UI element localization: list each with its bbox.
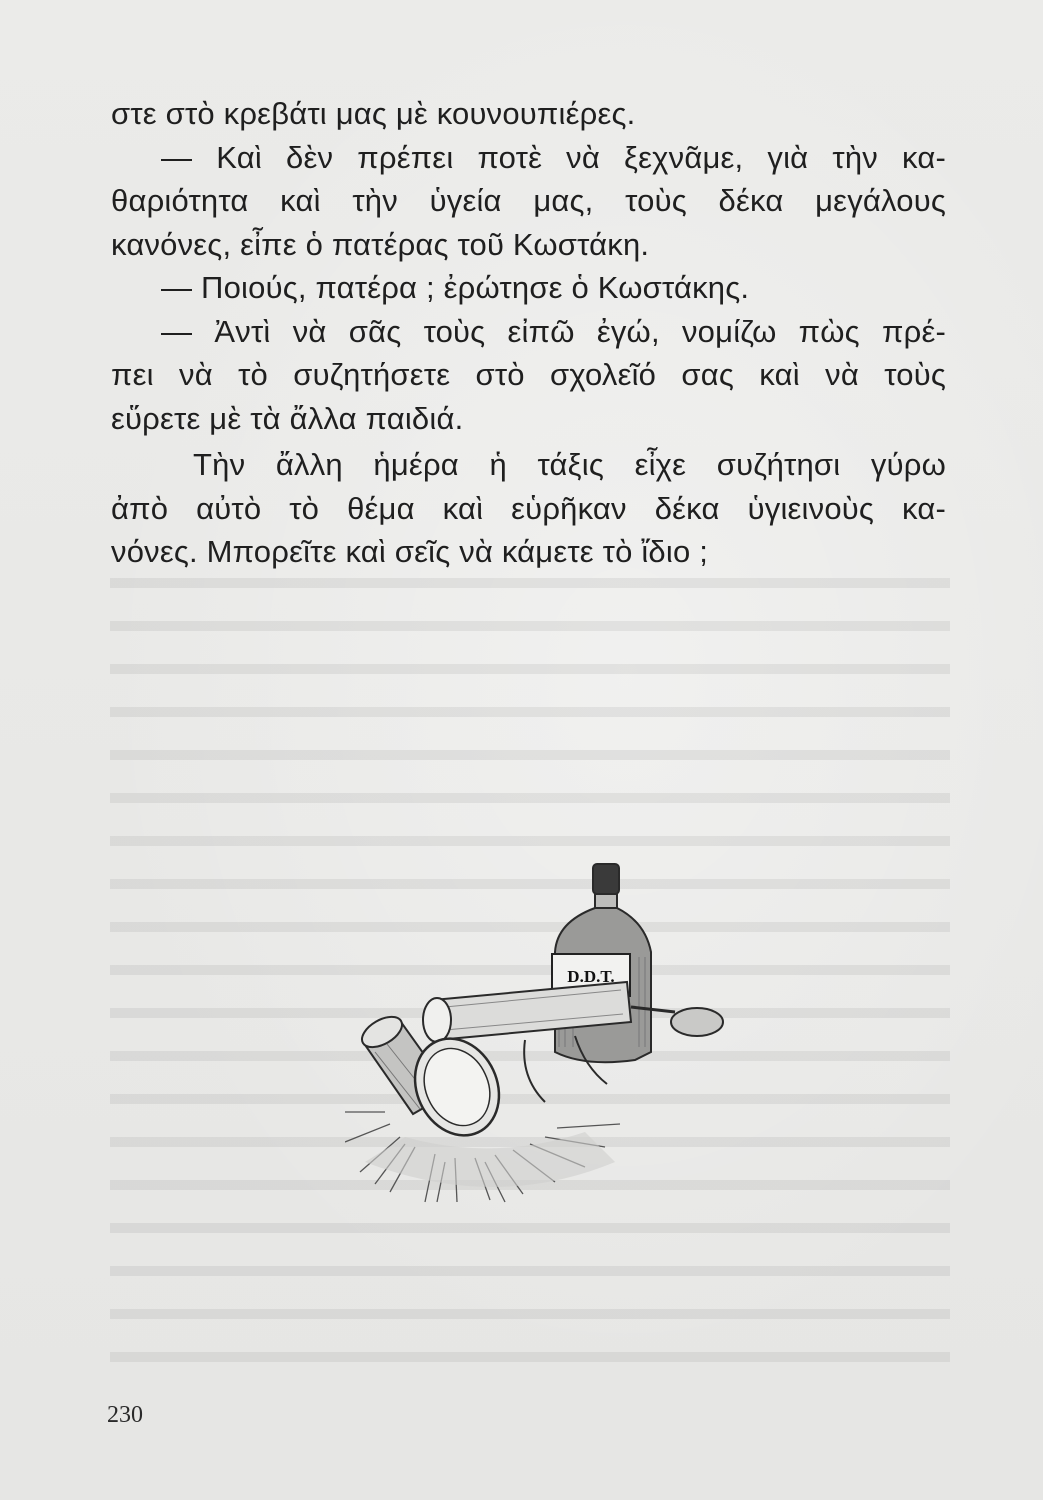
- text-line: — Ἀντὶ νὰ σᾶς τοὺς εἰπῶ ἐγώ, νομίζω πὼς πρέ-: [161, 313, 946, 349]
- bottle-shape: [552, 864, 651, 1062]
- body-text: [111, 92, 946, 574]
- text-line: — Καὶ δὲν πρέπει ποτὲ νὰ ξεχνᾶμε, γιὰ τὴν κα-: [161, 139, 946, 175]
- text-line: εὕρετε μὲ τὰ ἄλλα παιδιά.: [111, 400, 464, 436]
- text-line: νόνες. Μπορεῖτε καὶ σεῖς νὰ κάμετε τὸ ἴδιο ;: [111, 534, 709, 569]
- shadow-shape: [365, 1132, 615, 1187]
- bottle-label-text: D.D.T.: [567, 967, 615, 986]
- text-line: πει νὰ τὸ συζητήσετε στὸ σχολεῖό σας καὶ νὰ τοὺς: [111, 357, 946, 392]
- text-line: στε στὸ κρεβάτι μας μὲ κουνουπιέρες.: [111, 96, 636, 131]
- ddt-sprayer-illustration: [345, 862, 725, 1207]
- text-line: κανόνες, εἶπε ὁ πατέρας τοῦ Κωστάκη.: [111, 226, 650, 262]
- text-line: — Ποιούς, πατέρα ; ἐρώτησε ὁ Κωστάκης.: [161, 270, 750, 305]
- text-line: θαριότητα καὶ τὴν ὑγεία μας, τοὺς δέκα μεγάλους: [111, 183, 946, 218]
- page-number: 230: [107, 1402, 143, 1428]
- text-line: ἀπὸ αὐτὸ τὸ θέμα καὶ εὑρῆκαν δέκα ὑγιεινοὺς κα-: [111, 490, 946, 526]
- text-line: Τὴν ἄλλη ἡμέρα ἡ τάξις εἶχε συζήτησι γύρω: [193, 447, 946, 482]
